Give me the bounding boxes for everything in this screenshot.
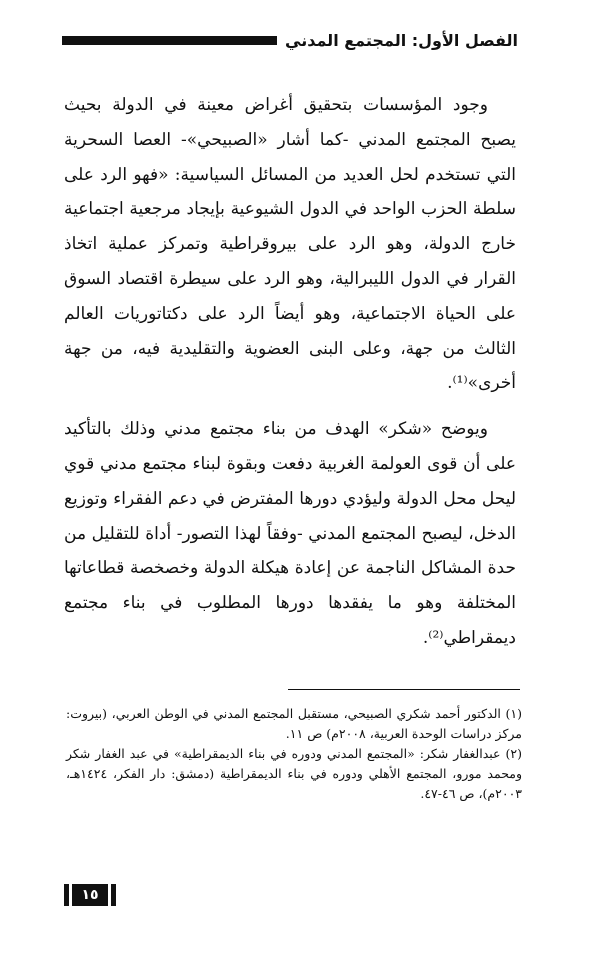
footnote: (٢) عبدالغفار شكر: «المجتمع المدني ودوره في بناء الديمقراطية» في عبد الغفار شكر ومحمد مورو، المجتمع الأهلي ودوره في بناء الديمقراطية (دمشق: دار الفكر، ١٤٢٤هـ، ٢٠٠٣م)، ص ٤٦-٤٧. bbox=[66, 746, 522, 801]
paragraph: ويوضح «شكر» الهدف من بناء مجتمع مدني وذلك بالتأكيد على أن قوى العولمة الغربية دفعت وبقوة لبناء مجتمع مدني قوي ليحل محل الدولة وليؤدي دورها المفترض في دعم الفقراء وتوزيع الدخل، ليصبح المجتمع المدني -وفقاً لهذا التصور- أداة للتقليل من حدة المشاكل الناجمة عن إعادة هيكلة الدولة وخصخصة قطاعاتها المختلفة وهو ما يفقدها دورها المطلوب في بناء مجتمع ديمقراطي⁽²⁾. bbox=[64, 419, 516, 648]
chapter-title: الفصل الأول: المجتمع المدني bbox=[285, 30, 518, 50]
running-header bbox=[62, 28, 518, 52]
header-rule bbox=[62, 36, 277, 45]
page-number-bar bbox=[64, 884, 69, 906]
page-number-block bbox=[64, 884, 116, 906]
page-number: ١٥ bbox=[72, 884, 108, 906]
main-text bbox=[64, 88, 516, 656]
footnote-divider bbox=[288, 689, 520, 690]
footnote: (١) الدكتور أحمد شكري الصبيحي، مستقبل المجتمع المدني في الوطن العربي، (بيروت: مركز دراسات الوحدة العربية، ٢٠٠٨م) ص ١١. bbox=[66, 706, 522, 741]
footnotes bbox=[66, 704, 522, 804]
paragraph: وجود المؤسسات بتحقيق أغراض معينة في الدولة بحيث يصبح المجتمع المدني -كما أشار «الصبيحي»- العصا السحرية التي تستخدم لحل العديد من المسائل السياسية: «فهو الرد على سلطة الحزب الواحد في الدول الشيوعية بإيجاد مرجعية اجتماعية خارج الدولة، وهو الرد على بيروقراطية وتمركز عملية اتخاذ القرار في الدول الليبرالية، وهو الرد على سيطرة اقتصاد السوق على الحياة الاجتماعية، وهو أيضاً الرد على دكتاتوريات العالم الثالث من جهة، وعلى البنى العضوية والتقليدية فيه، من جهة أخرى»⁽¹⁾. bbox=[64, 95, 516, 394]
page-number-bar bbox=[111, 884, 116, 906]
